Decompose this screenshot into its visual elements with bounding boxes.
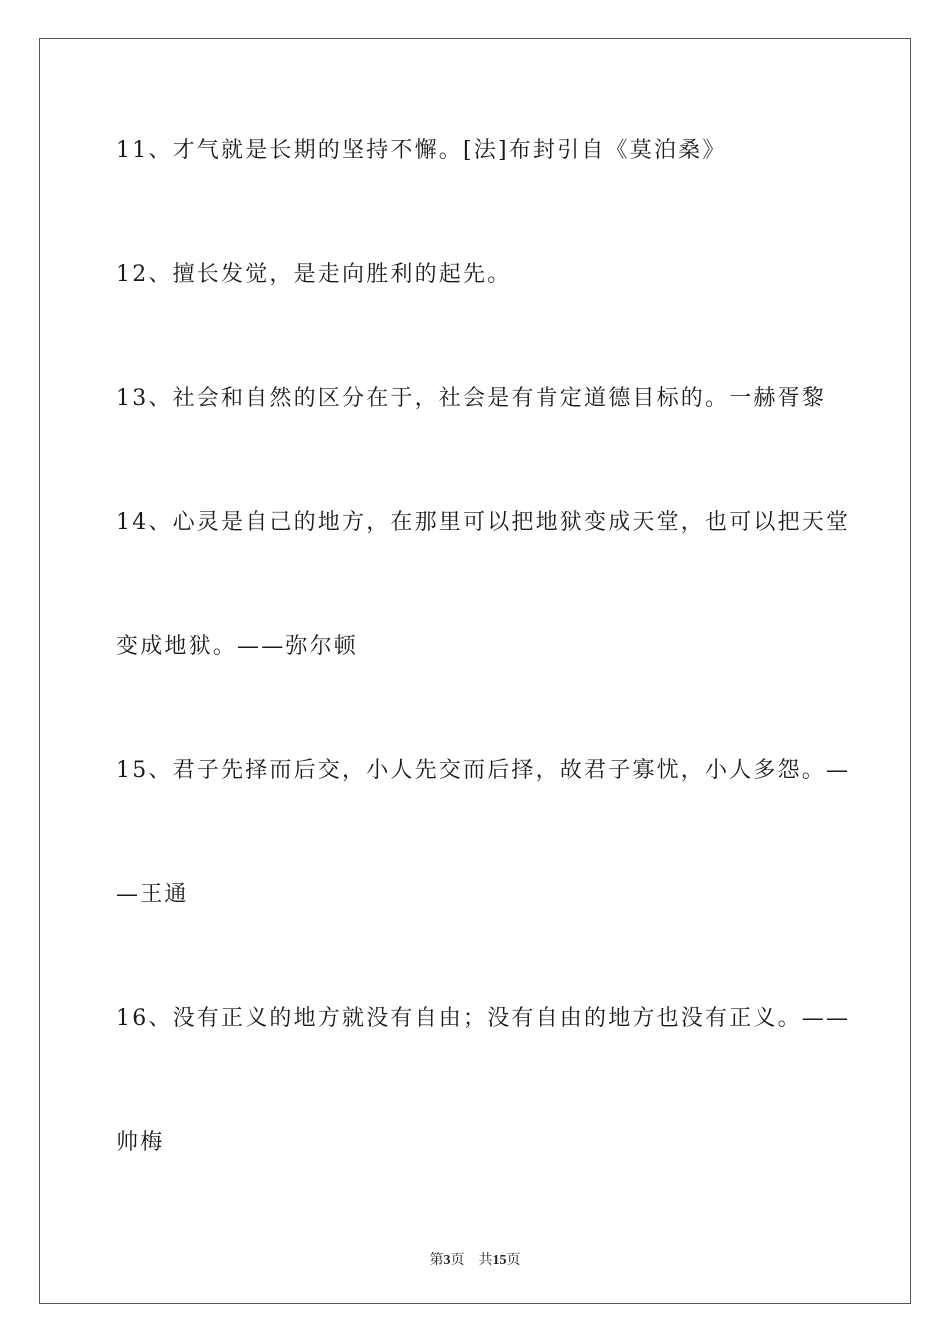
quote-13: 13、社会和自然的区分在于，社会是有肯定道德目标的。一赫胥黎 — [116, 386, 826, 411]
quote-16-line-2: 帅梅 — [116, 1130, 165, 1155]
quote-15-line-2: —王通 — [116, 882, 189, 907]
quote-15-line-1: 15、君子先择而后交，小人先交而后择，故君子寡忧，小人多怨。— — [116, 758, 851, 783]
total-suffix: 页 — [506, 1253, 521, 1268]
total-pages: 15 — [492, 1253, 507, 1268]
page-prefix: 第 — [429, 1253, 444, 1268]
page-suffix: 页 — [450, 1253, 465, 1268]
total-prefix: 共 — [478, 1253, 493, 1268]
page-number: 3 — [443, 1253, 451, 1268]
quote-14-line-1: 14、心灵是自己的地方，在那里可以把地狱变成天堂，也可以把天堂 — [116, 510, 851, 535]
quote-11: 11、才气就是长期的坚持不懈。[法]布封引自《莫泊桑》 — [116, 138, 727, 163]
quote-12: 12、擅长发觉，是走向胜利的起先。 — [116, 262, 512, 287]
page-footer — [0, 1249, 950, 1269]
page-border — [39, 38, 911, 1304]
quote-16-line-1: 16、没有正义的地方就没有自由；没有自由的地方也没有正义。—— — [116, 1006, 851, 1031]
quote-14-line-2: 变成地狱。——弥尔顿 — [116, 634, 359, 659]
